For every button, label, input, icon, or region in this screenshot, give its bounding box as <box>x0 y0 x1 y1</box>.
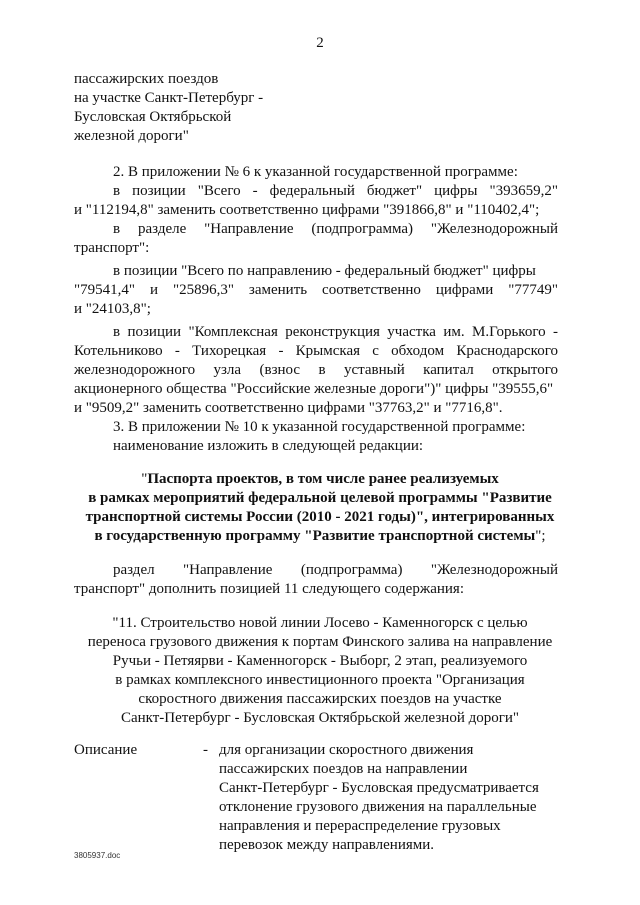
item-3-heading: 3. В приложении № 10 к указанной государственной программе: <box>113 419 526 435</box>
paragraph-line: "79541,4" и "25896,3" заменить соответственно цифрами "77749" <box>74 282 558 298</box>
description-dash: - <box>203 742 208 758</box>
position-line: Ручьи - Петяярви - Каменногорск - Выборг, 2 этап, реализуемого <box>112 653 528 669</box>
paragraph-line: транспорт" дополнить позицией 11 следующего содержания: <box>74 581 464 597</box>
title-line: в рамках мероприятий федеральной целевой программы "Развитие <box>88 490 552 506</box>
paragraph-line: в позиции "Всего - федеральный бюджет" цифры "393659,2" <box>113 183 558 199</box>
paragraph-line: и "9509,2" заменить соответственно цифрами "37763,2" и "7716,8". <box>74 400 503 416</box>
title-line <box>60 470 580 489</box>
carry-over-line: пассажирских поездов <box>74 71 219 87</box>
description-line: для организации скоростного движения <box>219 742 474 758</box>
carry-over-line: Бусловская Октябрьской <box>74 109 232 125</box>
description-line: перевозок между направлениями. <box>219 837 435 853</box>
file-name-footer: 3805937.doc <box>74 851 121 860</box>
paragraph-line: в разделе "Направление (подпрограмма) "Железнодорожный <box>113 221 558 237</box>
description-line: отклонение грузового движения на параллельные <box>219 799 537 815</box>
paragraph-line: раздел "Направление (подпрограмма) "Железнодорожный <box>113 562 558 578</box>
item-2-heading: 2. В приложении № 6 к указанной государственной программе: <box>113 164 518 180</box>
paragraph-line: наименование изложить в следующей редакции: <box>113 438 424 454</box>
title-tail: "; <box>535 528 546 544</box>
title-text: Паспорта проектов, в том числе ранее реализуемых <box>147 471 499 487</box>
position-line: "11. Строительство новой линии Лосево - Каменногорск с целью <box>112 615 528 631</box>
paragraph-line: и "112194,8" заменить соответственно цифрами "391866,8" и "110402,4"; <box>74 202 540 218</box>
paragraph-line: акционерного общества "Российские железные дороги")" цифры "39555,6" <box>74 381 554 397</box>
paragraph-line: и "24103,8"; <box>74 301 151 317</box>
title-line <box>60 527 580 546</box>
title-text: в государственную программу "Развитие транспортной системы <box>94 528 536 544</box>
description-line: Санкт-Петербург - Бусловская предусматривается <box>219 780 539 796</box>
position-line: переноса грузового движения к портам Финского залива на направление <box>87 634 553 650</box>
paragraph-line: транспорт": <box>74 240 150 256</box>
paragraph-line: Котельниково - Тихорецкая - Крымская с обходом Краснодарского <box>74 343 558 359</box>
position-line: скоростного движения пассажирских поездов на участке <box>138 691 502 707</box>
position-line: в рамках комплексного инвестиционного проекта "Организация <box>115 672 525 688</box>
paragraph-line: в позиции "Всего по направлению - федеральный бюджет" цифры <box>113 263 536 279</box>
description-line: пассажирских поездов на направлении <box>219 761 468 777</box>
description-label: Описание <box>74 742 138 758</box>
paragraph-line: железнодорожного узла (взнос в уставный капитал открытого <box>74 362 558 378</box>
title-open-quote: " <box>141 471 148 487</box>
description-line: направления и перераспределение грузовых <box>219 818 501 834</box>
paragraph-line: в позиции "Комплексная реконструкция участка им. М.Горького - <box>113 324 558 340</box>
carry-over-line: на участке Санкт-Петербург - <box>74 90 264 106</box>
carry-over-line: железной дороги" <box>74 128 189 144</box>
title-line: транспортной системы России (2010 - 2021 годы)", интегрированных <box>85 509 555 525</box>
page-number: 2 <box>316 35 324 51</box>
position-line: Санкт-Петербург - Бусловская Октябрьской железной дороги" <box>120 710 520 726</box>
